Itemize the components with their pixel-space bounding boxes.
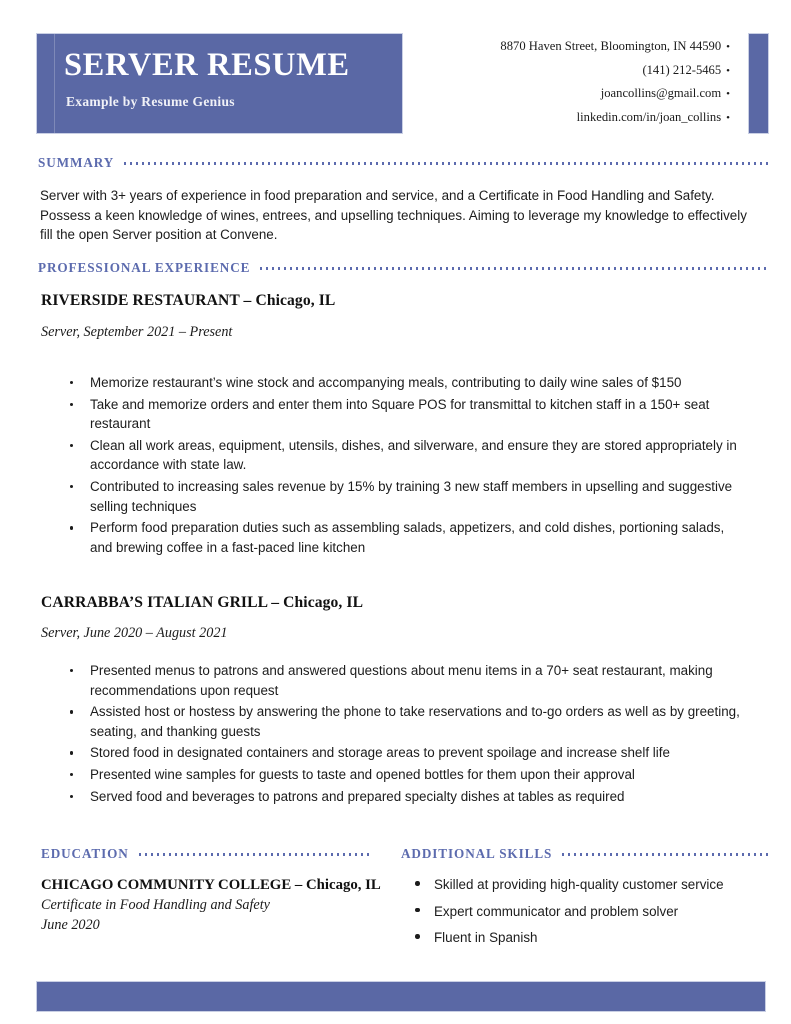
- job-bullet-list: [66, 373, 746, 559]
- resume-header: [0, 33, 791, 134]
- experience-heading-label: PROFESSIONAL EXPERIENCE: [38, 260, 251, 275]
- job-bullet-list: [66, 661, 746, 808]
- job-title: CARRABBA’S ITALIAN GRILL – Chicago, IL: [41, 594, 364, 611]
- job-title: RIVERSIDE RESTAURANT – Chicago, IL: [41, 292, 336, 309]
- list-item: Contributed to increasing sales revenue by 15% by training 3 new staff members in upselling and suggestive selling techniques: [66, 477, 746, 516]
- skills-list-wrapper: [410, 875, 768, 955]
- summary-text: Server with 3+ years of experience in food preparation and service, and a Certificate in Food Handling and Safety. Possess a keen knowledge of wines, entrees, and upselling techniques. Aiming to leverage my knowledge to effectively fill the open Server position at Convene.: [40, 188, 747, 243]
- education-entry: [41, 875, 386, 935]
- job-meta: Server, June 2020 – August 2021: [41, 625, 228, 641]
- list-item: Take and memorize orders and enter them into Square POS for transmittal to kitchen staff in a 150+ seat restaurant: [66, 395, 746, 434]
- section-header-experience: [38, 260, 768, 276]
- list-item: Memorize restaurant’s wine stock and accompanying meals, contributing to daily wine sales of $150: [66, 373, 746, 393]
- dotted-rule: [260, 267, 768, 270]
- section-header-summary: [38, 155, 768, 171]
- contact-linkedin[interactable]: [410, 106, 730, 130]
- contact-email-text: joancollins@gmail.com: [600, 86, 722, 100]
- contact-info: [410, 35, 730, 129]
- contact-bullet-icon: •: [726, 64, 730, 77]
- education-school: CHICAGO COMMUNITY COLLEGE – Chicago, IL: [41, 877, 381, 893]
- contact-linkedin-text: linkedin.com/in/joan_collins: [576, 109, 722, 124]
- summary-heading-label: SUMMARY: [38, 155, 115, 170]
- contact-bullet-icon: •: [726, 88, 730, 100]
- list-item: Assisted host or hostess by answering the phone to take reservations and to-go orders as well as by greeting, seating, and thanking guests: [66, 702, 746, 741]
- education-date: June 2020: [41, 917, 100, 933]
- list-item: Clean all work areas, equipment, utensils, dishes, and silverware, and ensure they are stored appropriately in accordance with state law.: [66, 436, 746, 475]
- job-meta: Server, September 2021 – Present: [41, 324, 233, 340]
- skills-heading-label: ADDITIONAL SKILLS: [401, 846, 553, 861]
- contact-address-text: 8870 Haven Street, Bloomington, IN 44590: [500, 39, 722, 53]
- education-degree: Certificate in Food Handling and Safety: [41, 897, 270, 913]
- contact-address: [410, 35, 730, 59]
- contact-bullet-icon: •: [726, 111, 730, 124]
- name-banner: [36, 33, 403, 134]
- contact-bullet-icon: •: [726, 41, 730, 53]
- list-item: Perform food preparation duties such as assembling salads, appetizers, and cold dishes, portioning salads, and brewing coffee in a fast-paced line kitchen: [66, 518, 746, 557]
- list-item: Presented menus to patrons and answered questions about menu items in a 70+ seat restaurant, making recommendations upon request: [66, 661, 746, 700]
- footer-accent-bar: [36, 981, 766, 1012]
- list-item: Skilled at providing high-quality customer service: [410, 875, 768, 895]
- contact-email[interactable]: [410, 82, 730, 106]
- education-heading-label: EDUCATION: [41, 846, 129, 861]
- skills-bullet-list: [410, 875, 768, 948]
- section-header-education: [41, 846, 371, 862]
- list-item: Expert communicator and problem solver: [410, 902, 768, 922]
- dotted-rule: [124, 162, 768, 165]
- list-item: Stored food in designated containers and storage areas to prevent spoilage and increase shelf life: [66, 743, 746, 763]
- list-item: Presented wine samples for guests to taste and opened bottles for them upon their approval: [66, 765, 746, 785]
- resume-title: SERVER RESUME: [64, 47, 350, 83]
- dotted-rule: [562, 853, 768, 856]
- section-header-skills: [401, 846, 768, 862]
- list-item: Served food and beverages to patrons and prepared specialty dishes at tables as required: [66, 787, 746, 807]
- header-accent-bar: [748, 33, 769, 134]
- contact-phone: [410, 59, 730, 83]
- resume-subtitle: Example by Resume Genius: [66, 94, 235, 109]
- list-item: Fluent in Spanish: [410, 928, 768, 948]
- dotted-rule: [139, 853, 371, 856]
- contact-phone-text: (141) 212-5465: [642, 62, 722, 77]
